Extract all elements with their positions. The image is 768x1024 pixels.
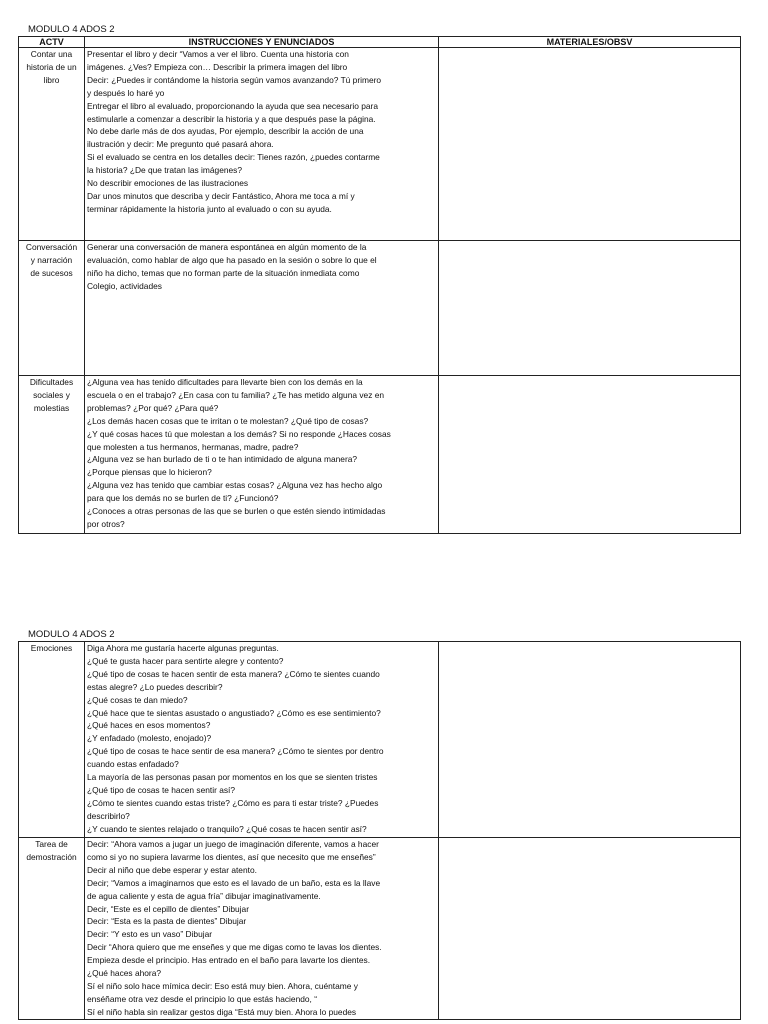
- table-header-row: [19, 37, 741, 48]
- materials-cell: [439, 642, 741, 838]
- instruction-line: niño ha dicho, temas que no forman parte de la situación inmediata como: [87, 267, 360, 278]
- instruction-line: No describir emociones de las ilustraciones: [87, 178, 249, 189]
- instructions-cell: [85, 376, 439, 534]
- instruction-line: Si el evaluado se centra en los detalles decir: Tienes razón, ¿puedes contarme: [87, 152, 380, 163]
- header-instrucciones: INSTRUCCIONES Y ENUNCIADOS: [85, 37, 439, 48]
- table-row: [19, 376, 741, 534]
- instruction-line: ¿Conoces a otras personas de las que se burlen o que estén siendo intimidadas: [87, 506, 386, 517]
- instruction-line: problemas? ¿Por qué? ¿Para qué?: [87, 402, 219, 413]
- materials-cell: [439, 241, 741, 376]
- instruction-line: Decir “Ahora quiero que me enseñes y que me digas como te lavas los dientes.: [87, 942, 382, 953]
- instruction-line: ¿Alguna vez has tenido que cambiar estas cosas? ¿Alguna vez has hecho algo: [87, 480, 383, 491]
- table-row: [19, 241, 741, 376]
- instruction-line: ¿Y qué cosas haces tú que molestan a los demás? Si no responde ¿Haces cosas: [87, 428, 391, 439]
- activity-cell: [19, 838, 85, 1020]
- instruction-line: evaluación, como hablar de algo que ha pasado en la sesión o sobre lo que el: [87, 254, 377, 265]
- activity-line: historia de un: [26, 61, 77, 72]
- instruction-line: cuando estas enfadado?: [87, 759, 179, 770]
- instruction-line: ¿Qué hace que te sientas asustado o angustiado? ¿Cómo es ese sentimiento?: [87, 707, 381, 718]
- activity-cell: [19, 642, 85, 838]
- instruction-line: ¿Qué haces en esos momentos?: [87, 720, 211, 731]
- instructions-cell: [85, 241, 439, 376]
- instruction-line: describirlo?: [87, 810, 130, 821]
- instruction-line: Decir, “Este es el cepillo de dientes” Dibujar: [87, 903, 249, 914]
- instruction-line: ¿Qué tipo de cosas te hacen sentir de esta manera? ¿Cómo te sientes cuando: [87, 668, 380, 679]
- instruction-line: Decir: “Esta es la pasta de dientes” Dibujar: [87, 916, 247, 927]
- instruction-line: ¿Y enfadado (molesto, enojado)?: [87, 733, 212, 744]
- instruction-line: Dar unos minutos que describa y decir Fantástico, Ahora me toca a mí y: [87, 190, 355, 201]
- activity-line: de sucesos: [30, 267, 73, 278]
- instructions-cell: [85, 48, 439, 241]
- activity-line: Dificultades: [29, 377, 74, 387]
- instruction-line: ¿Qué haces ahora?: [87, 968, 162, 979]
- instruction-line: estas alegre? ¿Lo puedes describir?: [87, 681, 223, 692]
- table-row: [19, 642, 741, 838]
- instruction-line: ilustración y decir: Me pregunto qué pasará ahora.: [87, 139, 274, 150]
- instruction-line: imágenes. ¿Ves? Empieza con… Describir la primera imagen del libro: [87, 61, 348, 72]
- instruction-line: ¿Qué tipo de cosas te hacen sentir así?: [87, 784, 236, 795]
- table-row: [19, 838, 741, 1020]
- instructions-cell: [85, 838, 439, 1020]
- instruction-line: por otros?: [87, 518, 125, 529]
- module-label-1: MODULO 4 ADOS 2: [28, 24, 115, 35]
- activity-line: libro: [43, 74, 60, 85]
- instruction-line: Colegio, actividades: [87, 280, 162, 291]
- instruction-line: ¿Alguna vea has tenido dificultades para llevarte bien con los demás en la: [87, 377, 363, 387]
- instruction-line: Generar una conversación de manera espontánea en algún momento de la: [87, 242, 367, 252]
- instruction-line: Sí el niño habla sin realizar gestos diga “Está muy bien. Ahora lo puedes: [87, 1006, 357, 1017]
- activity-line: Tarea de: [35, 839, 68, 849]
- instruction-line: escuela o en el trabajo? ¿En casa con tu familia? ¿Te has metido alguna vez en: [87, 389, 385, 400]
- activity-line: Contar una: [30, 49, 73, 59]
- activity-line: demostración: [26, 851, 77, 862]
- instruction-line: ¿Qué cosas te dan miedo?: [87, 694, 188, 705]
- activity-line: Emociones: [30, 643, 73, 653]
- materials-cell: [439, 48, 741, 241]
- instruction-line: ¿Y cuando te sientes relajado o tranquilo? ¿Qué cosas te hacen sentir así?: [87, 823, 367, 834]
- activity-line: y narración: [30, 254, 73, 265]
- instruction-line: de agua caliente y esta de agua fría” dibujar imaginativamente.: [87, 890, 321, 901]
- activities-table-2: [18, 641, 741, 1020]
- instruction-line: para que los demás no se burlen de ti? ¿Funcionó?: [87, 493, 279, 504]
- instruction-line: Diga Ahora me gustaría hacerte algunas preguntas.: [87, 643, 279, 653]
- instruction-line: enséñame otra vez desde el principio lo que estás haciendo, “: [87, 993, 317, 1004]
- instruction-line: y después lo haré yo: [87, 87, 165, 98]
- instruction-line: No debe darle más de dos ayudas, Por ejemplo, describir la acción de una: [87, 126, 364, 137]
- header-actv: ACTV: [19, 37, 85, 48]
- instruction-line: como si yo no supiera lavarme los dientes, así que necesito que me enseñes”: [87, 851, 376, 862]
- instructions-cell: [85, 642, 439, 838]
- activity-cell: [19, 376, 85, 534]
- materials-cell: [439, 838, 741, 1020]
- instruction-line: Decir: “Y esto es un vaso” Dibujar: [87, 929, 213, 940]
- instruction-line: Entregar el libro al evaluado, proporcionando la ayuda que sea necesario para: [87, 100, 378, 111]
- activities-table-1: [18, 36, 741, 534]
- instruction-line: ¿Alguna vez se han burlado de ti o te han intimidado de alguna manera?: [87, 454, 358, 465]
- instruction-line: ¿Qué tipo de cosas te hace sentir de esa manera? ¿Cómo te sientes por dentro: [87, 746, 384, 757]
- instruction-line: ¿Qué te gusta hacer para sentirte alegre y contento?: [87, 655, 284, 666]
- instruction-line: estimularle a comenzar a describir la historia y a que después pase la página.: [87, 113, 376, 124]
- instruction-line: Decir: “Ahora vamos a jugar un juego de imaginación diferente, vamos a hacer: [87, 839, 379, 849]
- activity-line: sociales y: [33, 389, 70, 400]
- module-label-2: MODULO 4 ADOS 2: [28, 629, 115, 640]
- table-row: [19, 48, 741, 241]
- activity-cell: [19, 48, 85, 241]
- activity-line: molestias: [33, 402, 70, 413]
- activity-cell: [19, 241, 85, 376]
- instruction-line: Empieza desde el principio. Has entrado en el baño para lavarte los dientes.: [87, 955, 371, 966]
- instruction-line: Decir al niño que debe esperar y estar atento.: [87, 864, 257, 875]
- instruction-line: Decir; “Vamos a imaginarnos que esto es el lavado de un baño, esta es la llave: [87, 877, 381, 888]
- instruction-line: que molesten a tus hermanos, hermanas, madre, padre?: [87, 441, 299, 452]
- instruction-line: ¿Los demás hacen cosas que te irritan o te molestan? ¿Qué tipo de cosas?: [87, 415, 369, 426]
- instruction-line: ¿Cómo te sientes cuando estas triste? ¿Cómo es para ti estar triste? ¿Puedes: [87, 797, 379, 808]
- instruction-line: terminar rápidamente la historia junto al evaluado o con su ayuda.: [87, 203, 332, 214]
- materials-cell: [439, 376, 741, 534]
- instruction-line: Presentar el libro y decir “Vamos a ver el libro. Cuenta una historia con: [87, 49, 349, 59]
- header-materiales: MATERIALES/OBSV: [439, 37, 741, 48]
- instruction-line: Sí el niño solo hace mímica decir: Eso está muy bien. Ahora, cuéntame y: [87, 980, 358, 991]
- instruction-line: Decir: ¿Puedes ir contándome la historia según vamos avanzando? Tú primero: [87, 74, 382, 85]
- instruction-line: La mayoría de las personas pasan por momentos en los que se sienten tristes: [87, 772, 378, 783]
- instruction-line: ¿Porque piensas que lo hicieron?: [87, 467, 212, 478]
- instruction-line: la historia? ¿De que tratan las imágenes?: [87, 165, 243, 176]
- activity-line: Conversación: [25, 242, 78, 252]
